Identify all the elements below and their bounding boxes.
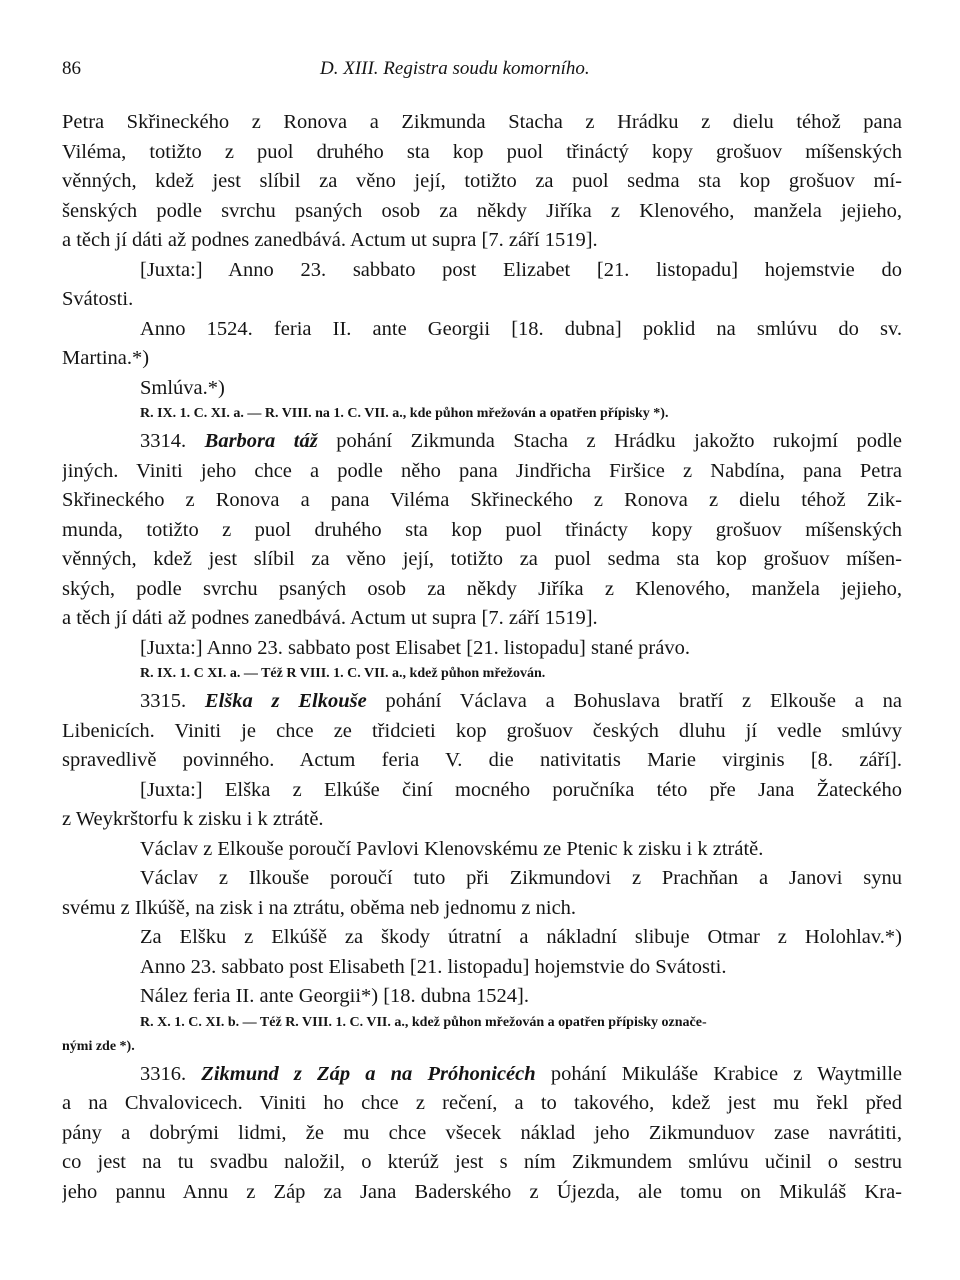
line-text: [Juxta:] Anno 23. sabbato post Elisabet [21. listopadu] stané právo. — [140, 636, 690, 659]
text-line — [62, 894, 902, 924]
text-line — [62, 575, 902, 605]
footnote-line — [62, 403, 902, 427]
line-text: pány a dobrými lidmi, že mu chce všecek náklad jeho Zikmunduov zase navrátiti, — [62, 1121, 902, 1144]
text-line — [62, 604, 902, 634]
text-line — [62, 256, 902, 286]
text-line — [62, 486, 902, 516]
line-text: R. X. 1. C. XI. b. — Též R. VIII. 1. C. VII. a., kdež půhon mřežován a opatřen přípisky označe- — [140, 1014, 707, 1030]
line-text: pohání Mikuláše Krabice z Waytmille — [550, 1062, 902, 1085]
line-text: co jest na tu svadbu naložil, o kterúž jest s ním Zikmundem smlúvu učinil o sestru — [62, 1151, 902, 1173]
line-text: Viléma, totižto z puol druhého sta kop puol třináctý kopy grošuov míšenských — [62, 140, 902, 163]
text-line — [62, 1178, 902, 1208]
text-line — [62, 776, 902, 806]
line-text: věnných, kdež jest slíbil za věno její, totižto za puol sedma sta kop grošuov míšen- — [62, 548, 902, 570]
entry-number: 3314. — [140, 430, 187, 452]
line-text: a těch jí dáti až podnes zanedbává. Actum ut supra [7. září 1519]. — [62, 607, 598, 629]
text-line — [62, 167, 902, 197]
text-line — [62, 545, 902, 575]
entry-number: 3315. — [140, 690, 187, 712]
entry-number: 3316. — [140, 1062, 187, 1085]
line-text: Svátosti. — [62, 288, 134, 310]
text-line — [62, 344, 902, 374]
text-line — [62, 1119, 902, 1149]
line-text: Anno 1524. feria II. ante Georgii [18. dubna] poklid na smlúvu do sv. — [140, 317, 902, 340]
plaintiff-name: Barbora táž — [204, 430, 318, 452]
text-line — [62, 457, 902, 487]
text-line — [62, 427, 902, 457]
line-text: věnných, kdež jest slíbil za věno její, totižto za puol sedma sta kop grošuov mí- — [62, 170, 902, 192]
line-text: Václav z Elkouše poroučí Pavlovi Klenovskému ze Ptenic k zisku i k ztrátě. — [140, 837, 764, 860]
text-line — [62, 197, 902, 227]
line-text: z Weykrštorfu k zisku i k ztrátě. — [62, 808, 324, 830]
line-text: spravedlivě povinného. Actum feria V. die nativitatis Marie virginis [8. září]. — [62, 749, 902, 771]
footnote-line — [62, 1036, 902, 1060]
line-text: [Juxta:] Anno 23. sabbato post Elizabet [21. listopadu] hojemstvie do — [140, 258, 902, 281]
text-line — [62, 285, 902, 315]
text-line — [62, 226, 902, 256]
text-line — [62, 746, 902, 776]
page-number: 86 — [62, 58, 81, 79]
line-text: munda, totižto z puol druhého sta kop puol třinácty kopy grošuov míšenských — [62, 518, 902, 541]
text-line — [62, 1089, 902, 1119]
text-line — [62, 953, 902, 983]
text-line — [62, 108, 902, 138]
line-text: R. IX. 1. C. XI. a. — R. VIII. na 1. C. VII. a., kde půhon mřežován a opatřen přípisky *). — [140, 406, 669, 421]
line-text: jeho pannu Annu z Záp za Jana Baderského z Újezda, ale tomu on Mikuláš Kra- — [62, 1180, 902, 1203]
line-text: Smlúva.*) — [140, 376, 225, 399]
text-line — [62, 1148, 902, 1178]
line-text: šenských podle svrchu psaných osob za někdy Jiříka z Klenového, manžela jejieho, — [62, 199, 902, 222]
text-line — [62, 516, 902, 546]
line-text: Václav z Ilkouše poroučí tuto při Zikmundovi z Prachňan a Janovi synu — [140, 867, 902, 889]
line-text: a na Chvalovicech. Viniti ho chce z rečení, a to takového, kdež jest mu řekl před — [62, 1092, 902, 1114]
line-text: ských, podle svrchu psaných osob za někdy Jiříka z Klenového, manžela jejieho, — [62, 577, 902, 600]
text-line — [62, 717, 902, 747]
text-line — [62, 982, 902, 1012]
line-text: pohání Zikmunda Stacha z Hrádku jakožto rukojmí podle — [336, 430, 902, 452]
text-line — [62, 805, 902, 835]
page-header — [62, 58, 902, 88]
text-line — [62, 315, 902, 345]
line-text: Skřineckého z Ronova a pana Viléma Skřineckého z Ronova z dielu téhož Zik- — [62, 489, 902, 511]
text-line — [62, 687, 902, 717]
line-text: Libenicích. Viniti je chce ze třidcieti kop grošuov českých dluhu jí vedle smlúvy — [62, 719, 902, 742]
text-line — [62, 923, 902, 953]
line-text: [Juxta:] Elška z Elkúše činí mocného poručníka této pře Jana Žateckého — [140, 778, 902, 801]
line-text: Anno 23. sabbato post Elisabeth [21. listopadu] hojemstvie do Svátosti. — [140, 955, 727, 978]
line-text: jiných. Viniti jeho chce a podle něho pana Jindřicha Firšice z Nabdína, pana Petra — [62, 459, 902, 482]
line-text: pohání Václava a Bohuslava bratří z Elkouše a na — [385, 690, 902, 712]
line-text: Petra Skřineckého z Ronova a Zikmunda Stacha z Hrádku z dielu téhož pana — [62, 111, 902, 133]
text-line — [62, 835, 902, 865]
plaintiff-name: Zikmund z Záp a na Próhonicéch — [201, 1062, 536, 1085]
text-line — [62, 374, 902, 404]
text-line — [62, 1060, 902, 1090]
line-text: nými zde *). — [62, 1038, 135, 1054]
text-line — [62, 634, 902, 664]
text-line — [62, 138, 902, 168]
text-line — [62, 864, 902, 894]
line-text: Martina.*) — [62, 347, 150, 369]
line-text: R. IX. 1. C XI. a. — Též R VIII. 1. C. VII. a., kdež půhon mřežován. — [140, 666, 546, 681]
footnote-line — [62, 663, 902, 687]
running-head: D. XIII. Registra soudu komorního. — [320, 58, 590, 79]
line-text: Nález feria II. ante Georgii*) [18. dubna 1524]. — [140, 985, 529, 1007]
document-body — [62, 108, 902, 1207]
line-text: a těch jí dáti až podnes zanedbává. Actum ut supra [7. září 1519]. — [62, 229, 598, 251]
line-text: svému z Ilkúšě, na zisk i na ztrátu, oběma neb jednomu z nich. — [62, 896, 577, 919]
line-text: Za Elšku z Elkúšě za škody útratní a nákladní slibuje Otmar z Holohlav.*) — [140, 926, 902, 948]
plaintiff-name: Elška z Elkouše — [204, 690, 367, 712]
footnote-line — [62, 1012, 902, 1036]
